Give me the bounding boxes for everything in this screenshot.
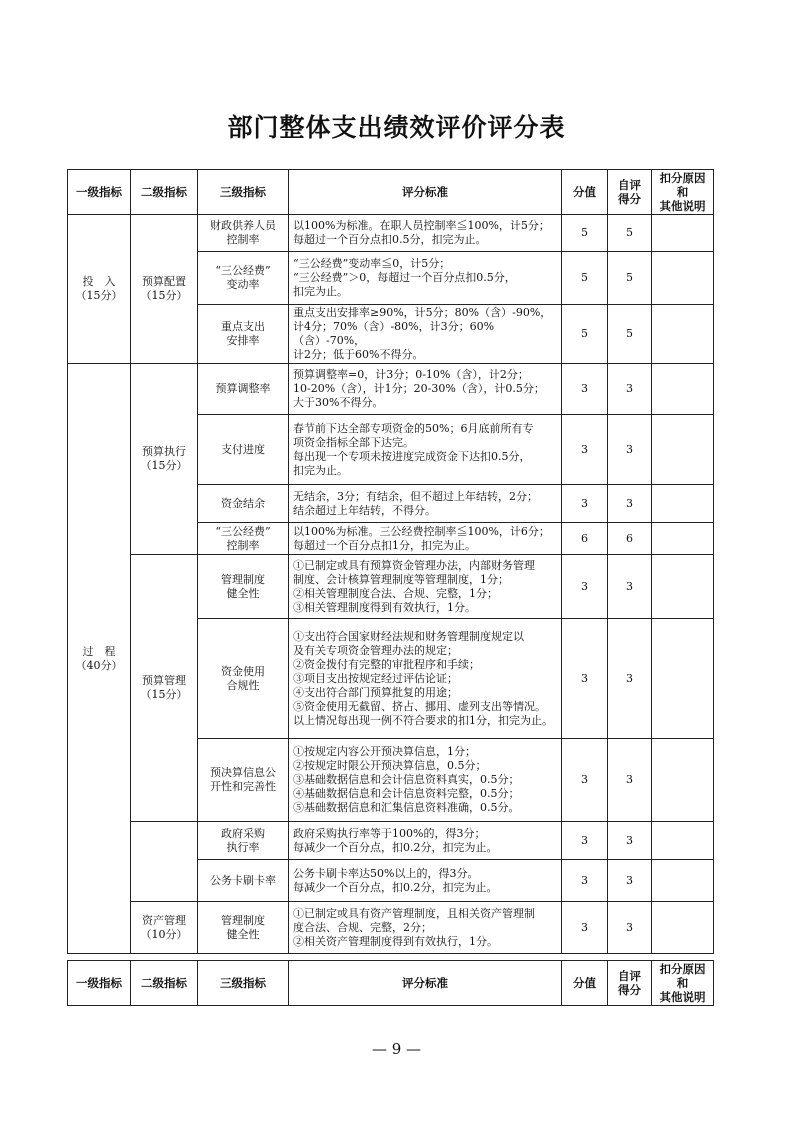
- note-cell: [652, 619, 714, 739]
- score-cell: 6: [562, 523, 608, 555]
- table-row: [68, 215, 714, 252]
- header-note: 扣分原因和 其他说明: [652, 961, 714, 1006]
- self-score-cell: 5: [608, 215, 652, 252]
- page-title: 部门整体支出绩效评价评分表: [227, 113, 566, 142]
- self-score-cell: 3: [608, 415, 652, 485]
- level3-cell: “三公经费” 控制率: [198, 523, 289, 555]
- level3-cell: 资金使用 合规性: [198, 619, 289, 739]
- header-level1: 一级指标: [68, 170, 131, 215]
- header-criteria: 评分标准: [289, 170, 562, 215]
- table-row: [68, 902, 714, 954]
- note-cell: [652, 739, 714, 822]
- level2-empty: [131, 822, 198, 902]
- level3-cell: 预决算信息公 开性和完善性: [198, 739, 289, 822]
- level3-cell: 支付进度: [198, 415, 289, 485]
- criteria-cell: 春节前下达全部专项资金的50%；6月底前所有专 项资金指标全部下达完。 每出现一个专项未按进度完成资金下达扣0.5分， 扣完为止。: [289, 415, 562, 485]
- criteria-cell: “三公经费”变动率≦0，计5分； “三公经费”＞0，每超过一个百分点扣0.5分， 扣完为止。: [289, 252, 562, 305]
- criteria-cell: 重点支出安排率≥90%，计5分；80%（含）-90%， 计4分；70%（含）-80%，计3分；60%（含）-70%， 计2分；低于60%不得分。: [289, 305, 562, 364]
- header-self-score: 自评 得分: [608, 961, 652, 1006]
- level3-cell: 公务卡刷卡率: [198, 860, 289, 902]
- level3-cell: 政府采购 执行率: [198, 822, 289, 860]
- self-score-cell: 3: [608, 555, 652, 619]
- score-cell: 3: [562, 415, 608, 485]
- score-cell: 5: [562, 252, 608, 305]
- criteria-cell: ①已制定或具有预算资金管理办法，内部财务管理 制度、会计核算管理制度等管理制度，1分； ②相关管理制度合法、合规、完整，1分； ③相关管理制度得到有效执行，1分。: [289, 555, 562, 619]
- level1-process: 过 程 （40分）: [68, 364, 131, 954]
- table-row: [68, 364, 714, 415]
- criteria-cell: 预算调整率=0，计3分；0-10%（含），计2分； 10-20%（含），计1分；20-30%（含），计0.5分； 大于30%不得分。: [289, 364, 562, 415]
- level3-cell: 预算调整率: [198, 364, 289, 415]
- criteria-cell: 以100%为标准。在职人员控制率≦100%，计5分； 每超过一个百分点扣0.5分，扣完为止。: [289, 215, 562, 252]
- repeated-table-header: [67, 960, 714, 1006]
- criteria-cell: 无结余，3分；有结余，但不超过上年结转，2分； 结余超过上年结转，不得分。: [289, 485, 562, 523]
- self-score-cell: 3: [608, 364, 652, 415]
- note-cell: [652, 215, 714, 252]
- self-score-cell: 3: [608, 860, 652, 902]
- header-level2: 二级指标: [131, 170, 198, 215]
- header-level1: 一级指标: [68, 961, 131, 1006]
- score-cell: 5: [562, 215, 608, 252]
- table-header-row: [68, 961, 714, 1006]
- scoring-table: [67, 169, 714, 954]
- self-score-cell: 5: [608, 305, 652, 364]
- table-row: [68, 555, 714, 619]
- note-cell: [652, 305, 714, 364]
- criteria-cell: 公务卡刷卡率达50%以上的，得3分。 每减少一个百分点，扣0.2分，扣完为止。: [289, 860, 562, 902]
- score-cell: 3: [562, 902, 608, 954]
- score-cell: 3: [562, 739, 608, 822]
- table-header-row: [68, 170, 714, 215]
- header-score: 分值: [562, 961, 608, 1006]
- score-cell: 3: [562, 485, 608, 523]
- criteria-cell: ①按规定内容公开预决算信息，1分； ②按规定时限公开预决算信息，0.5分； ③基础数据信息和会计信息资料真实，0.5分； ④基础数据信息和会计信息资料完整，0.5分； ⑤基础数据信息和汇集信息资料准确，0.5分。: [289, 739, 562, 822]
- self-score-cell: 3: [608, 902, 652, 954]
- header-note: 扣分原因和 其他说明: [652, 170, 714, 215]
- header-level3: 三级指标: [198, 961, 289, 1006]
- self-score-cell: 3: [608, 822, 652, 860]
- score-cell: 3: [562, 860, 608, 902]
- note-cell: [652, 523, 714, 555]
- note-cell: [652, 822, 714, 860]
- page-number: — 9 —: [371, 1040, 422, 1058]
- level3-cell: “三公经费” 变动率: [198, 252, 289, 305]
- note-cell: [652, 902, 714, 954]
- self-score-cell: 6: [608, 523, 652, 555]
- criteria-cell: 政府采购执行率等于100%的，得3分； 每减少一个百分点，扣0.2分，扣完为止。: [289, 822, 562, 860]
- level3-cell: 财政供养人员 控制率: [198, 215, 289, 252]
- level2-budget-exec: 预算执行 （15分）: [131, 364, 198, 555]
- level3-cell: 管理制度 健全性: [198, 902, 289, 954]
- header-score: 分值: [562, 170, 608, 215]
- header-criteria: 评分标准: [289, 961, 562, 1006]
- score-cell: 5: [562, 305, 608, 364]
- level2-budget-config: 预算配置 （15分）: [131, 215, 198, 364]
- level2-budget-mgmt: 预算管理 （15分）: [131, 555, 198, 822]
- score-cell: 3: [562, 555, 608, 619]
- level3-cell: 管理制度 健全性: [198, 555, 289, 619]
- level3-cell: 重点支出 安排率: [198, 305, 289, 364]
- note-cell: [652, 485, 714, 523]
- level1-input: 投 入 （15分）: [68, 215, 131, 364]
- criteria-cell: 以100%为标准。三公经费控制率≦100%，计6分； 每超过一个百分点扣1分，扣完为止。: [289, 523, 562, 555]
- self-score-cell: 3: [608, 619, 652, 739]
- note-cell: [652, 555, 714, 619]
- level3-cell: 资金结余: [198, 485, 289, 523]
- level2-asset-mgmt: 资产管理 （10分）: [131, 902, 198, 954]
- note-cell: [652, 364, 714, 415]
- note-cell: [652, 252, 714, 305]
- header-level2: 二级指标: [131, 961, 198, 1006]
- score-cell: 3: [562, 822, 608, 860]
- header-self-score: 自评 得分: [608, 170, 652, 215]
- note-cell: [652, 415, 714, 485]
- criteria-cell: ①支出符合国家财经法规和财务管理制度规定以 及有关专项资金管理办法的规定； ②资金拨付有完整的审批程序和手续； ③项目支出按规定经过评估论证； ④支出符合部门预算批复的用途； ⑤资金使用无截留、挤占、挪用、虚列支出等情况。 以上情况每出现一例不符合要求的扣1分，扣完为止。: [289, 619, 562, 739]
- score-cell: 3: [562, 619, 608, 739]
- header-level3: 三级指标: [198, 170, 289, 215]
- score-cell: 3: [562, 364, 608, 415]
- note-cell: [652, 860, 714, 902]
- self-score-cell: 3: [608, 485, 652, 523]
- self-score-cell: 5: [608, 252, 652, 305]
- self-score-cell: 3: [608, 739, 652, 822]
- table-row: [68, 822, 714, 860]
- criteria-cell: ①已制定或具有资产管理制度，且相关资产管理制 度合法、合规、完整，2分； ②相关资产管理制度得到有效执行，1分。: [289, 902, 562, 954]
